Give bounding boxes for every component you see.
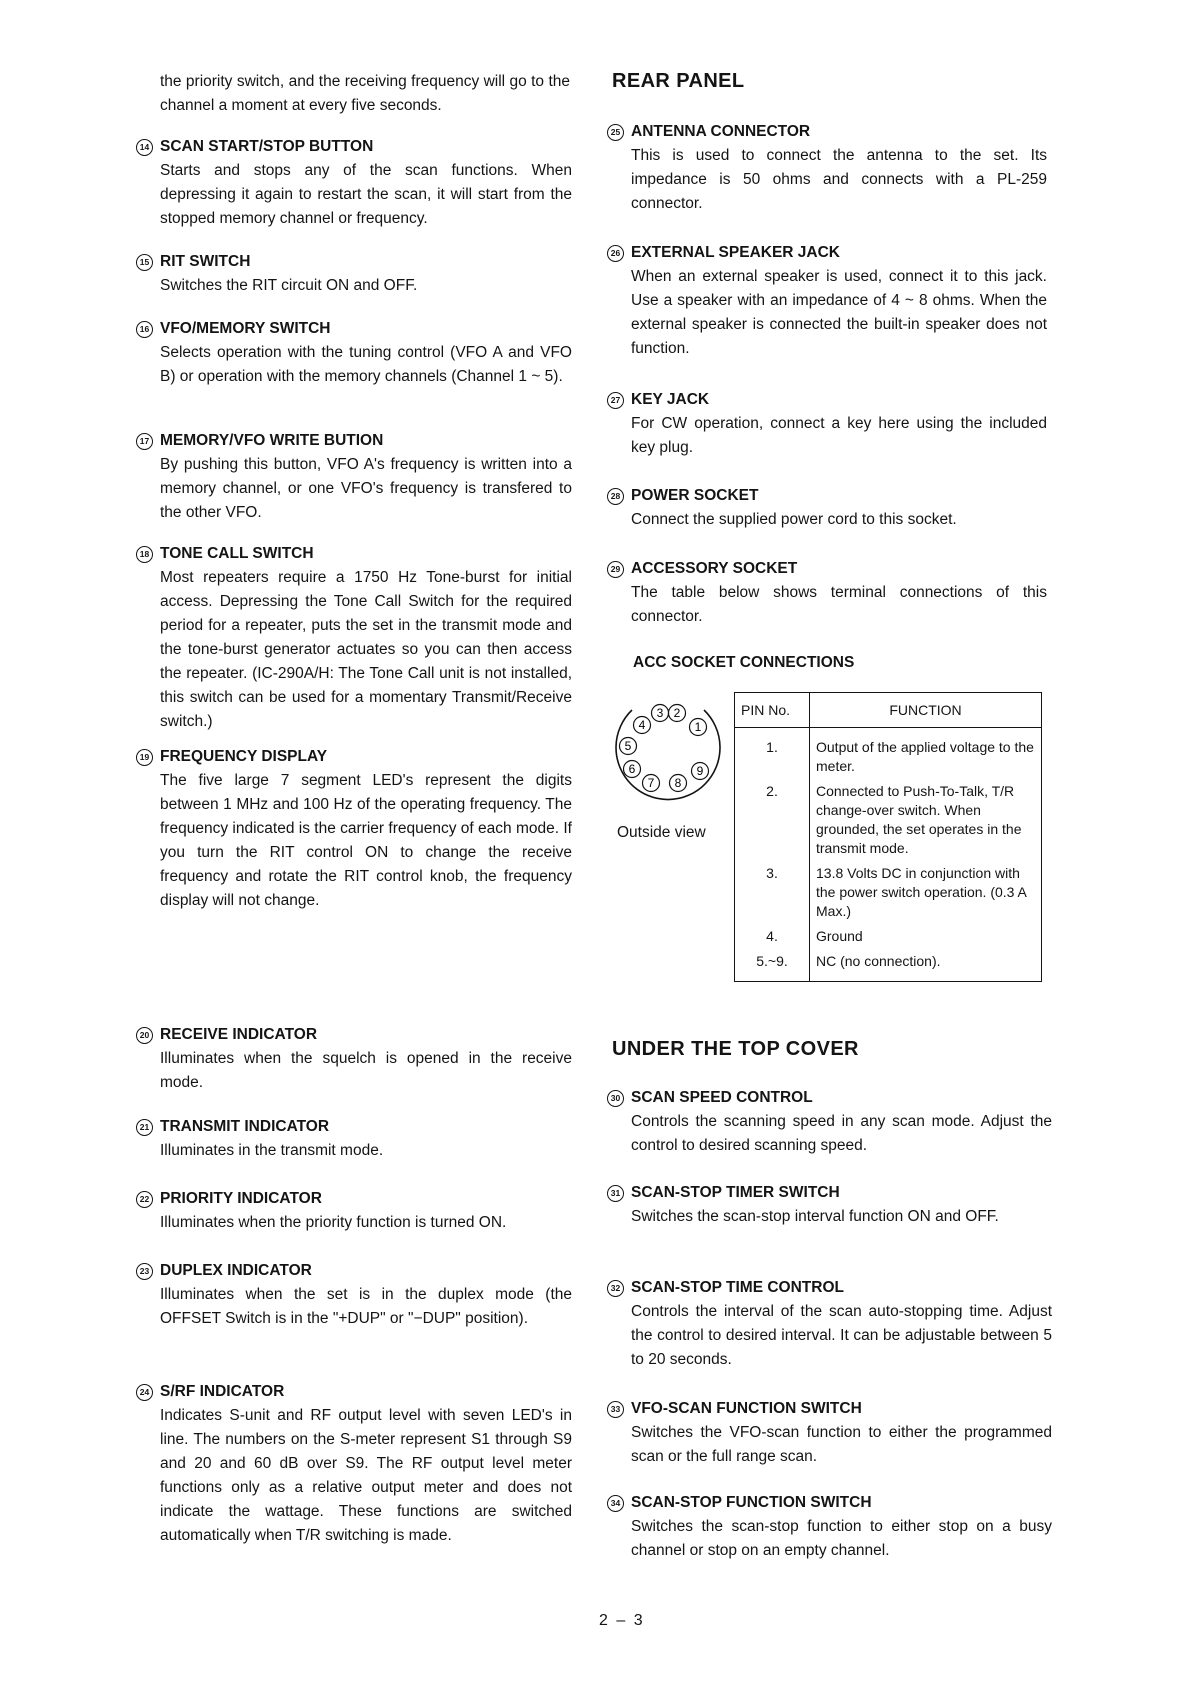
acc-socket-pin-diagram [598,692,738,812]
svg-text:3: 3 [656,706,664,720]
item-title: S/RF INDICATOR [160,1383,285,1400]
item-number-badge: 20 [136,1027,153,1044]
svg-text:4: 4 [638,718,646,732]
item-title: ANTENNA CONNECTOR [631,123,811,140]
function-cell: NC (no connection). [810,948,1042,982]
pin-2-marker [669,705,686,722]
pin-cell: 1. [735,728,810,779]
item-scan-stop-time-control [607,1277,1052,1372]
item-external-speaker-jack [607,242,1047,361]
item-power-socket [607,485,1047,532]
item-number-badge: 17 [136,433,153,450]
item-title: SCAN SPEED CONTROL [631,1089,813,1106]
function-cell: 13.8 Volts DC in conjunction with the power switch operation. (0.3 A Max.) [810,860,1042,923]
pin-cell: 2. [735,778,810,860]
item-description: Switches the RIT circuit ON and OFF. [160,277,418,294]
table-header-row [735,693,1042,728]
item-description: Illuminates in the transmit mode. [160,1142,384,1159]
svg-text:9: 9 [696,764,704,778]
item-description: Controls the scanning speed in any scan mode. Adjust the control to desired scanning speed. [631,1113,1052,1154]
page-number: 2 – 3 [599,1612,645,1629]
pin-4-marker [634,717,651,734]
item-title: VFO-SCAN FUNCTION SWITCH [631,1400,862,1417]
item-description: By pushing this button, VFO A's frequency is written into a memory channel, or one VFO's frequency is transfered to the other VFO. [160,456,572,521]
svg-text:6: 6 [628,762,636,776]
item-title: MEMORY/VFO WRITE BUTION [160,432,384,449]
item-s-rf-indicator [136,1381,572,1548]
item-number-badge: 18 [136,546,153,563]
item-tone-call-switch [136,543,572,734]
pin-cell: 3. [735,860,810,923]
item-title: EXTERNAL SPEAKER JACK [631,244,841,261]
section-title-under-top-cover: UNDER THE TOP COVER [612,1038,859,1060]
item-title: RIT SWITCH [160,253,251,270]
table-row [735,948,1042,982]
item-title: ACCESSORY SOCKET [631,560,798,577]
pin-5-marker [620,738,637,755]
item-title: TONE CALL SWITCH [160,545,314,562]
item-number-badge: 25 [607,124,624,141]
item-accessory-socket [607,558,1047,629]
item-title: FREQUENCY DISPLAY [160,748,328,765]
item-description: Switches the scan-stop interval function ON and OFF. [631,1208,999,1225]
item-title: SCAN-STOP FUNCTION SWITCH [631,1494,872,1511]
function-cell: Connected to Push-To-Talk, T/R change-over switch. When grounded, the set operates in the transmit mode. [810,778,1042,860]
svg-text:5: 5 [624,739,632,753]
pin-cell: 5.~9. [735,948,810,982]
pin-1-marker [690,719,707,736]
item-number-badge: 23 [136,1263,153,1280]
item-key-jack [607,389,1047,460]
item-description: Most repeaters require a 1750 Hz Tone-burst for initial access. Depressing the Tone Call Switch for the required period for a repeater, puts the set in the transmit mode and the tone-burst generator actuates so you can then access the repeater. (IC-290A/H: The Tone Call unit is not installed, this switch can be used for a momentary Transmit/Receive switch.) [160,569,572,730]
function-cell: Output of the applied voltage to the meter. [810,728,1042,779]
item-receive-indicator [136,1024,572,1095]
table-row [735,923,1042,948]
item-number-badge: 31 [607,1185,624,1202]
item-number-badge: 16 [136,321,153,338]
item-scan-stop-function-switch [607,1492,1052,1563]
item-number-badge: 22 [136,1191,153,1208]
acc-socket-table [734,692,1042,982]
item-title: SCAN-STOP TIME CONTROL [631,1279,844,1296]
item-number-badge: 14 [136,139,153,156]
item-number-badge: 28 [607,488,624,505]
item-number-badge: 34 [607,1495,624,1512]
item-description: Illuminates when the priority function is turned ON. [160,1214,507,1231]
pin-7-marker [643,775,660,792]
item-description: Starts and stops any of the scan functions. When depressing it again to restart the scan, it will start from the stopped memory channel or frequency. [160,162,572,227]
pin-6-marker [624,761,641,778]
table-row [735,778,1042,860]
item-vfo-memory-switch [136,318,572,389]
item-number-badge: 33 [607,1401,624,1418]
item-frequency-display [136,746,572,913]
item-duplex-indicator [136,1260,572,1331]
item-scan-stop-timer-switch [607,1182,1052,1229]
item-number-badge: 15 [136,254,153,271]
svg-text:8: 8 [674,776,682,790]
item-number-badge: 30 [607,1090,624,1107]
item-scan-speed-control [607,1087,1052,1158]
item-description: Selects operation with the tuning control (VFO A and VFO B) or operation with the memory channels (Channel 1 ~ 5). [160,344,572,385]
svg-text:2: 2 [673,706,681,720]
item-number-badge: 29 [607,561,624,578]
item-title: SCAN START/STOP BUTTON [160,138,374,155]
item-rit-switch [136,251,572,298]
acc-socket-heading: ACC SOCKET CONNECTIONS [633,654,855,671]
item-title: DUPLEX INDICATOR [160,1262,312,1279]
item-description: The five large 7 segment LED's represent the digits between 1 MHz and 100 Hz of the operating frequency. The frequency indicated is the carrier frequency of each mode. If you turn the RIT control ON to change the receive frequency and rotate the RIT control knob, the frequency display will not change. [160,772,572,909]
column-header-function: FUNCTION [810,693,1042,728]
item-title: TRANSMIT INDICATOR [160,1118,330,1135]
item-description: Switches the scan-stop function to either stop on a busy channel or stop on an empty channel. [631,1518,1052,1559]
item-memory-vfo-write-button [136,430,572,525]
item-number-badge: 21 [136,1119,153,1136]
pin-9-marker [692,763,709,780]
item-description: Connect the supplied power cord to this socket. [631,511,957,528]
item-antenna-connector [607,121,1047,216]
item-title: KEY JACK [631,391,710,408]
socket-outline [616,710,720,800]
pin-8-marker [670,775,687,792]
item-description: Illuminates when the squelch is opened in the receive mode. [160,1050,572,1091]
item-title: SCAN-STOP TIMER SWITCH [631,1184,840,1201]
item-description: For CW operation, connect a key here using the included key plug. [631,415,1047,456]
svg-text:7: 7 [647,776,655,790]
column-header-pin: PIN No. [735,693,810,728]
item-scan-start-stop-button [136,136,572,231]
item-description: When an external speaker is used, connect it to this jack. Use a speaker with an impedance of 4 ~ 8 ohms. When the external speaker is connected the built-in speaker does not function. [631,268,1047,357]
item-title: PRIORITY INDICATOR [160,1190,322,1207]
item-description: Indicates S-unit and RF output level with seven LED's in line. The numbers on the S-meter represent S1 through S9 and 20 and 60 dB over S9. The RF output level meter functions only as a relative output meter and does not indicate the wattage. These functions are switched automatically when T/R switching is made. [160,1407,572,1544]
item-transmit-indicator [136,1116,572,1163]
item-description: Illuminates when the set is in the duplex mode (the OFFSET Switch is in the "+DUP" or "−DUP" position). [160,1286,572,1327]
table-row [735,728,1042,779]
table-row [735,860,1042,923]
item-title: VFO/MEMORY SWITCH [160,320,331,337]
item-number-badge: 19 [136,749,153,766]
item-number-badge: 26 [607,245,624,262]
function-cell: Ground [810,923,1042,948]
pin-cell: 4. [735,923,810,948]
item-number-badge: 32 [607,1280,624,1297]
section-title-rear-panel: REAR PANEL [612,70,745,92]
item-vfo-scan-function-switch [607,1398,1052,1469]
item-description: Controls the interval of the scan auto-stopping time. Adjust the control to desired interval. It can be adjustable between 5 to 20 seconds. [631,1303,1052,1368]
item-priority-indicator [136,1188,572,1235]
item-description: Switches the VFO-scan function to either the programmed scan or the full range scan. [631,1424,1052,1465]
item-number-badge: 24 [136,1384,153,1401]
svg-text:1: 1 [694,720,702,734]
item-number-badge: 27 [607,392,624,409]
item-title: POWER SOCKET [631,487,759,504]
pin-3-marker [652,705,669,722]
item-description: The table below shows terminal connections of this connector. [631,584,1047,625]
item-description: This is used to connect the antenna to the set. Its impedance is 50 ohms and connects with a PL-259 connector. [631,147,1047,212]
diagram-caption: Outside view [617,824,706,841]
intro-paragraph: the priority switch, and the receiving frequency will go to the channel a moment at every five seconds. [160,73,570,114]
item-title: RECEIVE INDICATOR [160,1026,318,1043]
